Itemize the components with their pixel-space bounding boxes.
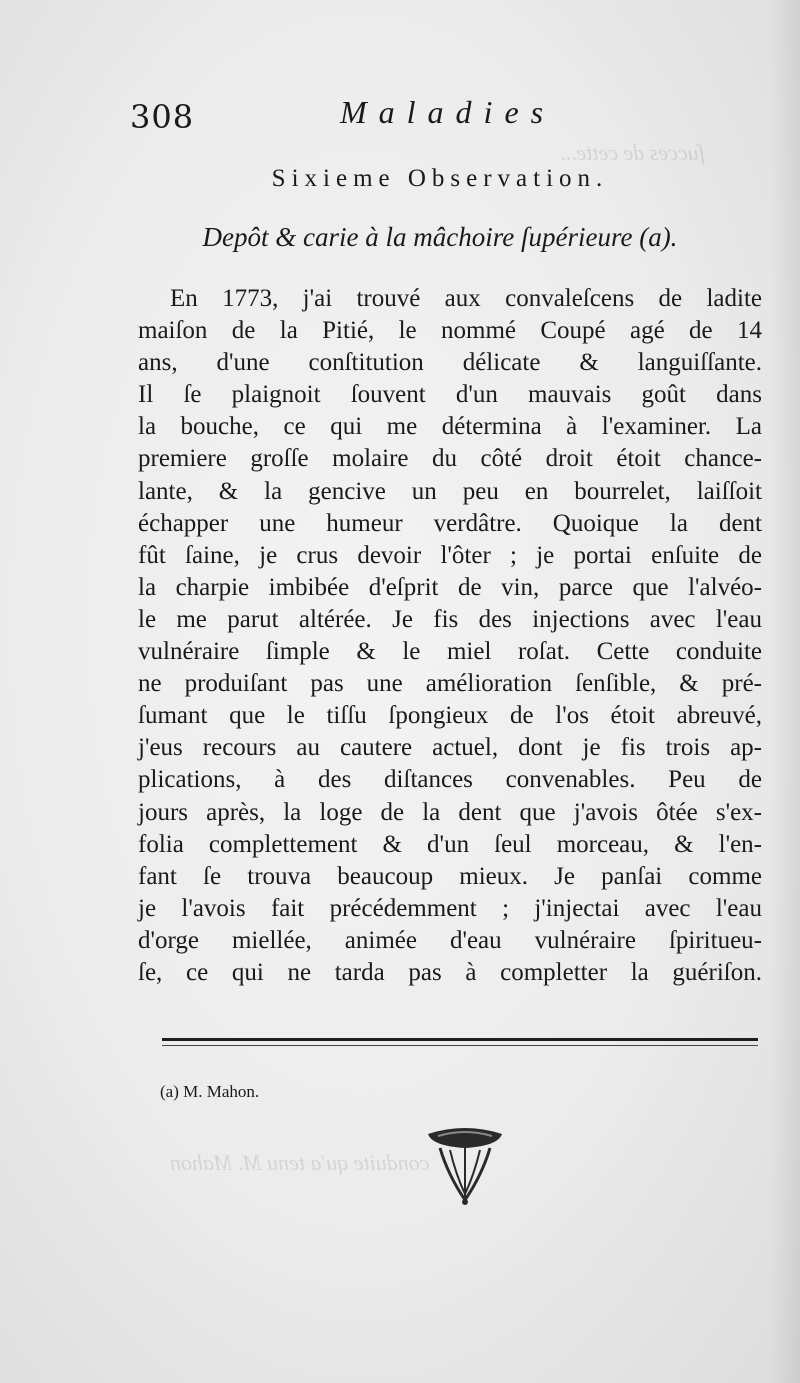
- text-line: la charpie imbibée d'eſprit de vin, parce que l'alvéo-: [138, 573, 762, 601]
- text-line: ſumant que le tiſſu ſpongieux de l'os étoit abreuvé,: [138, 702, 762, 730]
- text-line: j'eus recours au cautere actuel, dont je fis trois ap-: [138, 734, 762, 762]
- text-line: Il ſe plaignoit ſouvent d'un mauvais goût dans: [138, 381, 762, 409]
- text-line: la bouche, ce qui me détermina à l'examiner. La: [138, 413, 762, 441]
- text-line: vulnéraire ſimple & le miel roſat. Cette conduite: [138, 638, 762, 666]
- text-line: ne produiſant pas une amélioration ſenſible, & pré-: [138, 670, 762, 698]
- footnote-rule: [162, 1038, 758, 1041]
- body-paragraph: [138, 283, 762, 989]
- text-line: plications, à des diſtances convenables. Peu de: [138, 766, 762, 794]
- footnote: (a) M. Mahon.: [160, 1082, 260, 1101]
- text-line: fût ſaine, je crus devoir l'ôter ; je portai enſuite de: [138, 541, 762, 569]
- text-line: premiere groſſe molaire du côté droit étoit chance-: [138, 445, 762, 473]
- running-head: Maladies: [340, 94, 556, 130]
- text-line: fant ſe trouva beaucoup mieux. Je panſai comme: [138, 862, 762, 890]
- page-number: 308: [130, 98, 195, 136]
- running-header: [130, 92, 610, 136]
- text-line: lante, & la gencive un peu en bourrelet, laiſſoit: [138, 477, 762, 505]
- bleed-through-text: ſucces de cette...: [560, 140, 705, 165]
- text-line: jours après, la loge de la dent que j'avois ôtée s'ex-: [138, 798, 762, 826]
- text-line: En 1773, j'ai trouvé aux convaleſcens de ladite: [170, 285, 762, 312]
- text-line: folia complettement & d'un ſeul morceau, & l'en-: [138, 830, 762, 858]
- footnote-rule-thin: [162, 1045, 758, 1046]
- text-line: le me parut altérée. Je fis des injections avec l'eau: [138, 605, 762, 633]
- section-title: Sixieme Observation.: [271, 165, 609, 192]
- section-subtitle: Depôt & carie à la mâchoire ſupérieure (a).: [202, 222, 678, 252]
- text-line: d'orge miellée, animée d'eau vulnéraire ſpiritueu-: [138, 926, 762, 954]
- text-line: je l'avois fait précédemment ; j'injectai avec l'eau: [138, 894, 762, 922]
- bleed-through-text: conduite qu'a tenu M. Mahon: [170, 1150, 430, 1175]
- text-line: ans, d'une conſtitution délicate & languiſſante.: [138, 349, 762, 377]
- text-line: ſe, ce qui ne tarda pas à completter la guériſon.: [138, 958, 762, 986]
- page-edge-shadow: [770, 0, 800, 1383]
- text-line: maiſon de la Pitié, le nommé Coupé agé de 14: [138, 317, 762, 345]
- fleuron-ornament-icon: [420, 1120, 510, 1210]
- text-line: échapper une humeur verdâtre. Quoique la dent: [138, 509, 762, 537]
